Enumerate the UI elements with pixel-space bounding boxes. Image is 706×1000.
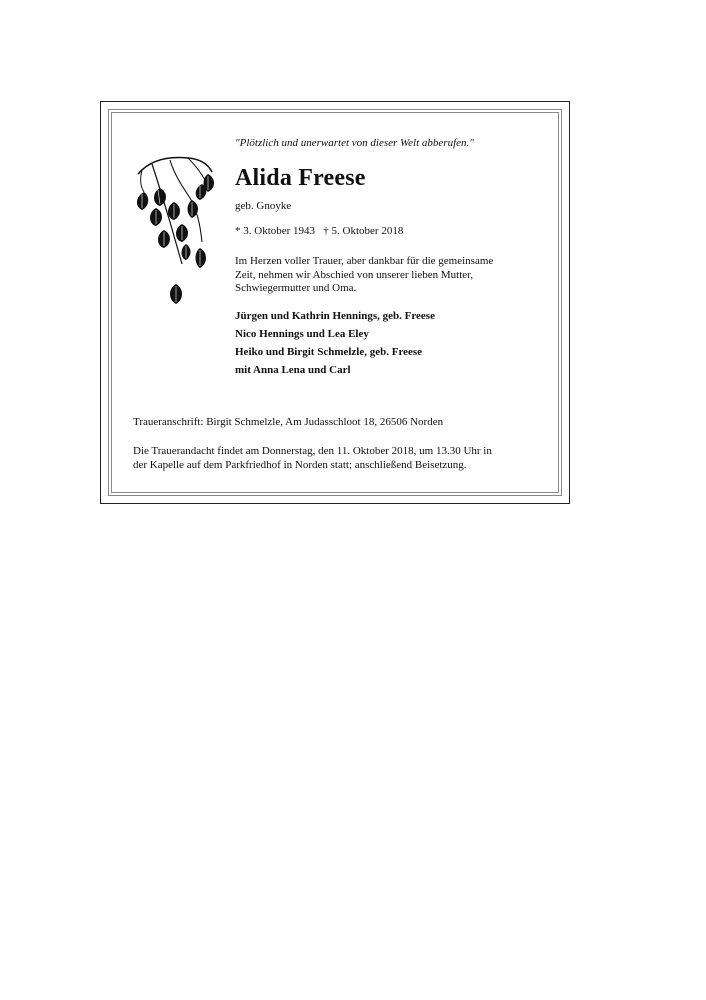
mourner-entry: Jürgen und Kathrin Hennings, geb. Freese [235,309,435,322]
mourner-entry: mit Anna Lena und Carl [235,363,351,376]
service-info [133,444,533,472]
deceased-name: Alida Freese [235,165,366,191]
mourner-entry: Heiko und Birgit Schmelzle, geb. Freese [235,345,423,358]
life-dates: * 3. Oktober 1943 † 5. Oktober 2018 [235,225,404,237]
notice-content [235,136,555,379]
farewell-line: Schwiegermutter und Oma. [235,282,357,294]
farewell-text [235,255,555,296]
mourning-address: Traueranschrift: Birgit Schmelzle, Am Judasschloot 18, 26506 Norden [133,416,444,428]
maiden-name: geb. Gnoyke [235,200,292,212]
farewell-line: Im Herzen voller Trauer, aber dankbar für die gemeinsame [235,255,494,267]
farewell-line: Zeit, nehmen wir Abschied von unserer lieben Mutter, [235,268,474,281]
birch-branch-icon [130,152,222,312]
service-line: Die Trauerandacht findet am Donnerstag, den 11. Oktober 2018, um 13.30 Uhr in [133,445,492,457]
service-line: der Kapelle auf dem Parkfriedhof in Norden statt; anschließend Beisetzung. [133,459,467,471]
opening-quote: "Plötzlich und unerwartet von dieser Welt abberufen." [235,137,474,149]
mourner-entry: Nico Hennings und Lea Eley [235,327,369,340]
mourners-list [235,307,555,379]
